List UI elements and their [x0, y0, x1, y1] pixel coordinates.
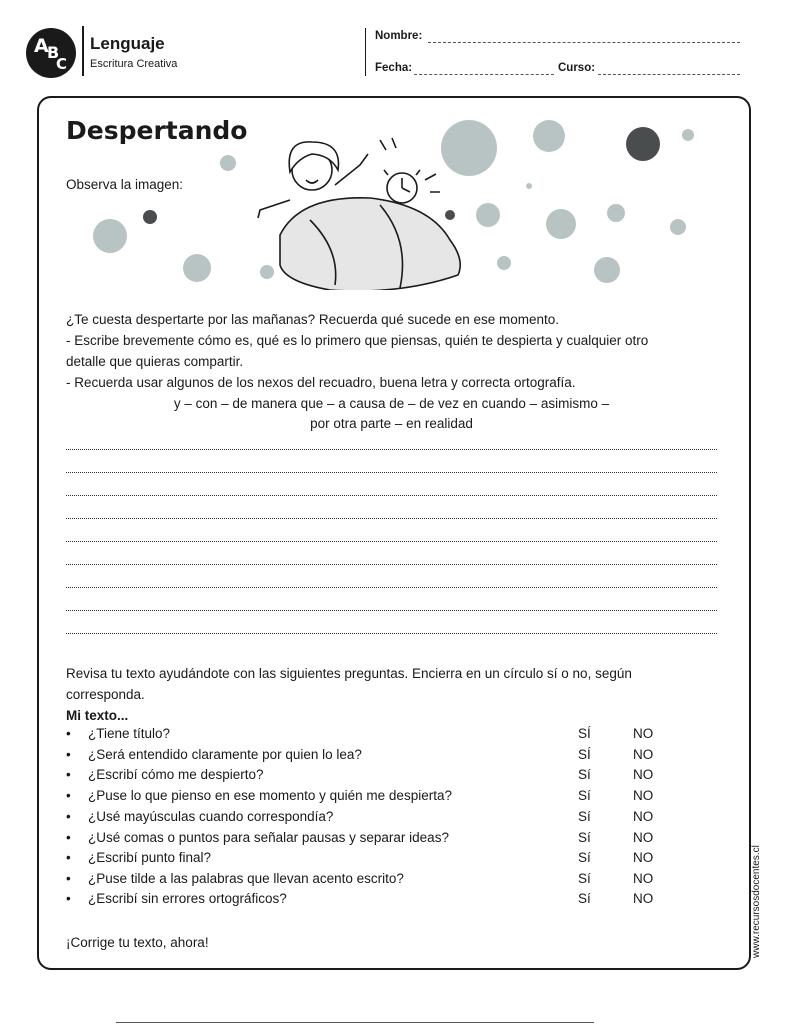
answer-no[interactable]: NO — [633, 850, 654, 865]
answer-yes[interactable]: Sí — [578, 830, 591, 845]
answer-no[interactable]: NO — [633, 871, 654, 886]
writing-line[interactable] — [66, 495, 717, 496]
answer-no[interactable]: NO — [633, 767, 654, 782]
bubble — [497, 256, 511, 270]
writing-line[interactable] — [66, 587, 717, 588]
bubble — [143, 210, 157, 224]
answer-yes[interactable]: Sí — [578, 809, 591, 824]
bubble — [220, 155, 236, 171]
course-field[interactable] — [598, 74, 740, 75]
bubble — [626, 127, 660, 161]
writing-line[interactable] — [66, 449, 717, 450]
answer-yes[interactable]: SÍ — [578, 747, 591, 762]
subject-subtitle: Escritura Creativa — [90, 58, 178, 70]
bullet-dot: • — [66, 891, 71, 906]
bullet-dot: • — [66, 809, 71, 824]
subject-title: Lenguaje — [90, 34, 165, 53]
bed-blanket-shape — [280, 198, 460, 290]
course-label: Curso: — [558, 62, 596, 74]
illustration-bubbles — [80, 110, 720, 290]
answer-no[interactable]: NO — [633, 830, 654, 845]
writing-line[interactable] — [66, 610, 717, 611]
girl-arm-left — [258, 200, 290, 218]
answer-yes[interactable]: Sí — [578, 788, 591, 803]
checklist-question: ¿Tiene título? — [88, 726, 171, 741]
bullet-dot: • — [66, 871, 71, 886]
observe-label: Observa la imagen: — [66, 177, 184, 192]
answer-no[interactable]: NO — [633, 788, 654, 803]
side-credit-text: www.recursosdocentes.cl — [751, 845, 762, 958]
answer-yes[interactable]: Sí — [578, 891, 591, 906]
fields-divider — [365, 28, 366, 76]
writing-line[interactable] — [66, 633, 717, 634]
name-label: Nombre: — [375, 30, 423, 42]
checklist-question: ¿Será entendido claramente por quien lo lea? — [88, 747, 362, 762]
bubble — [607, 204, 625, 222]
checklist-question: ¿Escribí punto final? — [88, 850, 212, 865]
bullet-dot: • — [66, 767, 71, 782]
logo-letter-a: A — [34, 35, 49, 57]
closing-text: ¡Corrige tu texto, ahora! — [66, 935, 209, 950]
checklist-question: ¿Puse tilde a las palabras que llevan acento escrito? — [88, 871, 404, 886]
bubble — [546, 209, 576, 239]
worksheet-title: Despertando — [66, 116, 248, 145]
instruction-line-2: - Escribe brevemente cómo es, qué es lo primero que piensas, quién te despierta y cualquier otro — [66, 333, 649, 348]
answer-no[interactable]: NO — [633, 809, 654, 824]
bubble — [183, 254, 211, 282]
writing-line[interactable] — [66, 541, 717, 542]
bubble — [476, 203, 500, 227]
checklist-question: ¿Escribí cómo me despierto? — [88, 767, 264, 782]
bullet-dot: • — [66, 850, 71, 865]
date-field[interactable] — [414, 74, 554, 75]
checklist-heading: Mi texto... — [66, 708, 129, 723]
bullet-dot: • — [66, 788, 71, 803]
bullet-dot: • — [66, 726, 71, 741]
answer-yes[interactable]: SÍ — [578, 726, 591, 741]
instruction-line-3: detalle que quieras compartir. — [66, 354, 244, 369]
bubble — [445, 210, 455, 220]
bubble — [682, 129, 694, 141]
writing-line[interactable] — [66, 518, 717, 519]
answer-no[interactable]: NO — [633, 891, 654, 906]
checklist-question: ¿Usé comas o puntos para señalar pausas y separar ideas? — [88, 830, 449, 845]
name-field[interactable] — [428, 42, 740, 43]
logo-letter-b: B — [47, 43, 60, 62]
logo-letter-c: C — [56, 55, 68, 73]
bullet-dot: • — [66, 830, 71, 845]
footer-line — [116, 1022, 594, 1023]
instruction-line-4: - Recuerda usar algunos de los nexos del recuadro, buena letra y correcta ortografía. — [66, 375, 576, 390]
abc-logo — [26, 28, 76, 78]
checklist-question: ¿Puse lo que pienso en ese momento y quién me despierta? — [88, 788, 452, 803]
date-label: Fecha: — [375, 62, 413, 74]
checklist-question: ¿Escribí sin errores ortográficos? — [88, 891, 287, 906]
bubble — [260, 265, 274, 279]
bubble — [670, 219, 686, 235]
girl-waking-illustration — [258, 138, 460, 290]
bubble — [533, 120, 565, 152]
answer-yes[interactable]: Sí — [578, 850, 591, 865]
review-intro-2: corresponda. — [66, 687, 145, 702]
bubble — [594, 257, 620, 283]
writing-line[interactable] — [66, 472, 717, 473]
review-intro-1: Revisa tu texto ayudándote con las siguientes preguntas. Encierra en un círculo sí o no, según — [66, 666, 632, 681]
connectors-line-1: y – con – de manera que – a causa de – de vez en cuando – asimismo – — [173, 396, 610, 411]
answer-yes[interactable]: Sí — [578, 767, 591, 782]
answer-yes[interactable]: Sí — [578, 871, 591, 886]
bubble — [441, 120, 497, 176]
side-credit — [748, 840, 762, 960]
bubble — [526, 183, 532, 189]
answer-no[interactable]: NO — [633, 726, 654, 741]
checklist-question: ¿Usé mayúsculas cuando correspondía? — [88, 809, 334, 824]
girl-arm-right — [335, 154, 368, 185]
answer-no[interactable]: NO — [633, 747, 654, 762]
subject-divider — [82, 26, 84, 76]
bubble — [93, 219, 127, 253]
connectors-line-2: por otra parte – en realidad — [310, 416, 473, 431]
bullet-dot: • — [66, 747, 71, 762]
instruction-line-1: ¿Te cuesta despertarte por las mañanas? Recuerda qué sucede en ese momento. — [66, 312, 560, 327]
writing-line[interactable] — [66, 564, 717, 565]
